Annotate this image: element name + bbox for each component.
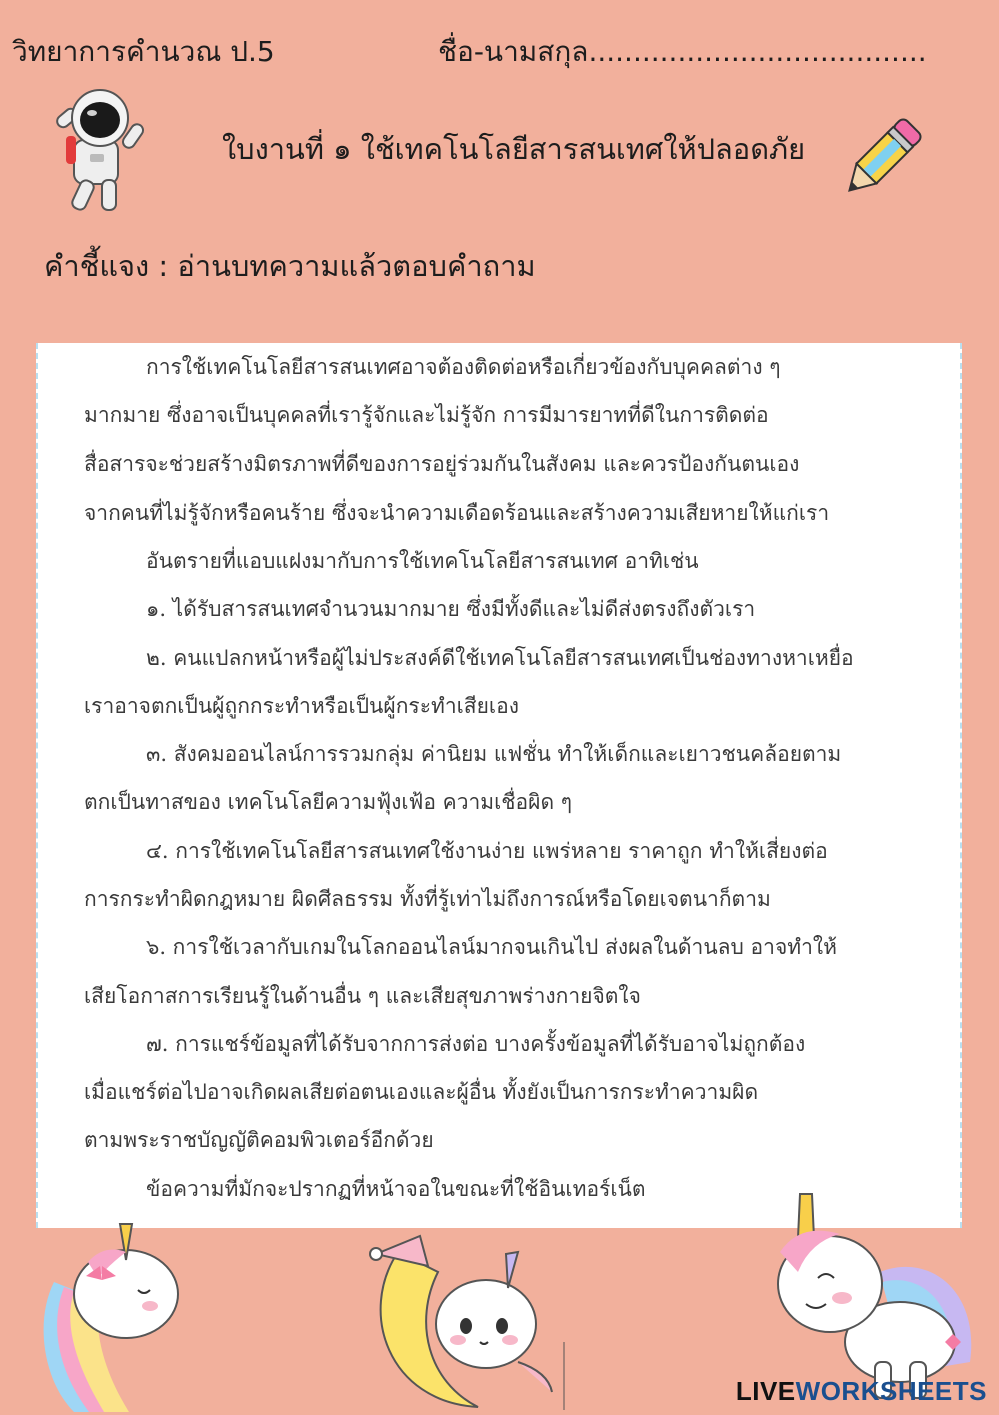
- passage-line: ตกเป็นทาสของ เทคโนโลยีความฟุ้งเฟ้อ ความเชื่อผิด ๆ: [84, 790, 573, 814]
- logo-text-live: LIVE: [735, 1376, 796, 1406]
- student-name-field[interactable]: ชื่อ-นามสกุล......................................: [438, 35, 927, 68]
- passage-line: ตามพระราชบัญญัติคอมพิวเตอร์อีกด้วย: [84, 1128, 434, 1152]
- passage-line: ๗. การแชร์ข้อมูลที่ได้รับจากการส่งต่อ บางครั้งข้อมูลที่ได้รับอาจไม่ถูกต้อง: [146, 1032, 806, 1056]
- passage-line: ๒. คนแปลกหน้าหรือผู้ไม่ประสงค์ดีใช้เทคโนโลยีสารสนเทศเป็นช่องทางหาเหยื่อ: [146, 646, 854, 670]
- passage-line: มากมาย ซึ่งอาจเป็นบุคคลที่เรารู้จักและไม่รู้จัก การมีมารยาทที่ดีในการติดต่อ: [84, 403, 769, 427]
- pencil-icon: [838, 112, 926, 204]
- worksheet-title: ใบงานที่ ๑ ใช้เทคโนโลยีสารสนเทศให้ปลอดภัย: [222, 132, 806, 166]
- article-passage: [36, 343, 962, 1228]
- passage-line: การกระทำผิดกฎหมาย ผิดศีลธรรม ทั้งที่รู้เท่าไม่ถึงการณ์หรือโดยเจตนาก็ตาม: [84, 887, 771, 911]
- astronaut-icon: [40, 82, 158, 217]
- passage-line: สื่อสารจะช่วยสร้างมิตรภาพที่ดีของการอยู่ร่วมกันในสังคม และควรป้องกันตนเอง: [84, 452, 800, 476]
- passage-line: การใช้เทคโนโลยีสารสนเทศอาจต้องติดต่อหรือเกี่ยวข้องกับบุคคลต่าง ๆ: [146, 355, 781, 379]
- passage-line: ๔. การใช้เทคโนโลยีสารสนเทศใช้งานง่าย แพร่หลาย ราคาถูก ทำให้เสี่ยงต่อ: [146, 839, 828, 863]
- passage-line: เสียโอกาสการเรียนรู้ในด้านอื่น ๆ และเสียสุขภาพร่างกายจิตใจ: [84, 984, 641, 1008]
- instruction-text: คำชี้แจง : อ่านบทความแล้วตอบคำถาม: [44, 249, 536, 283]
- unicorn-left-icon: [34, 1212, 184, 1412]
- liveworksheets-logo[interactable]: [736, 1376, 987, 1407]
- passage-line: อันตรายที่แอบแฝงมากับการใช้เทคโนโลยีสารสนเทศ อาทิเช่น: [146, 549, 699, 573]
- subject-title: วิทยาการคำนวณ ป.5: [12, 35, 275, 68]
- unicorn-right-icon: [770, 1192, 990, 1402]
- logo-text-worksheets: WORKSHEETS: [795, 1376, 987, 1406]
- passage-line: ๓. สังคมออนไลน์การรวมกลุ่ม ค่านิยม แฟชั่น ทำให้เด็กและเยาวชนคล้อยตาม: [146, 742, 842, 766]
- passage-line: จากคนที่ไม่รู้จักหรือคนร้าย ซึ่งจะนำความเดือดร้อนและสร้างความเสียหายให้แก่เรา: [84, 501, 830, 525]
- passage-line: ๖. การใช้เวลากับเกมในโลกออนไลน์มากจนเกินไป ส่งผลในด้านลบ อาจทำให้: [146, 935, 838, 959]
- passage-line: เมื่อแชร์ต่อไปอาจเกิดผลเสียต่อตนเองและผู้อื่น ทั้งยังเป็นการกระทำความผิด: [84, 1080, 759, 1104]
- passage-line: เราอาจตกเป็นผู้ถูกกระทำหรือเป็นผู้กระทำเสียเอง: [84, 694, 519, 718]
- unicorn-moon-icon: [368, 1232, 578, 1412]
- passage-line: ข้อความที่มักจะปรากฏที่หน้าจอในขณะที่ใช้อินเทอร์เน็ต: [146, 1177, 646, 1201]
- passage-line: ๑. ได้รับสารสนเทศจำนวนมากมาย ซึ่งมีทั้งดีและไม่ดีส่งตรงถึงตัวเรา: [146, 597, 756, 621]
